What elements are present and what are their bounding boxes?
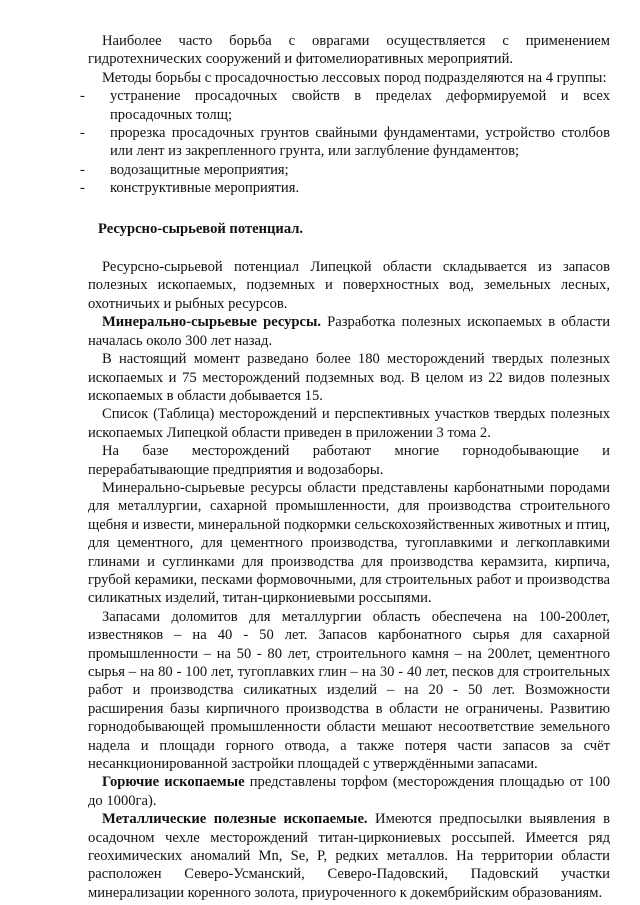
paragraph-deposits-list: Список (Таблица) месторождений и перспективных участков твердых полезных ископаемых Липецкой области приведен в приложении 3 тома 2. — [88, 406, 610, 441]
paragraph-loess-methods: Методы борьбы с просадочностью лессовых пород подразделяются на 4 группы: — [102, 69, 607, 86]
list-item: - устранение просадочных свойств в пределах деформируемой и всех просадочных толщ; — [88, 87, 610, 124]
mineral-resources-label: Минерально-сырьевые ресурсы. — [102, 314, 322, 331]
text-column — [88, 32, 610, 902]
list-item: - конструктивные мероприятия. — [88, 179, 610, 197]
fuel-minerals-text: представлены торфом (месторождения площадью от 100 до 1000га). — [88, 774, 611, 809]
paragraph-ravines: Наиболее часто борьба с оврагами осуществляется с применением гидротехнических сооружений и фитомелиоративных мероприятий. — [88, 33, 610, 68]
methods-list — [88, 87, 610, 197]
fuel-minerals-label: Горючие ископаемые — [102, 774, 245, 791]
paragraph-deposits-explored: В настоящий момент разведано более 180 месторождений твердых полезных ископаемых и 75 месторождений подземных вод. В целом из 22 видов полезных ископаемых в области добывается 15. — [88, 351, 610, 404]
section-heading: Ресурсно-сырьевой потенциал. — [98, 220, 304, 237]
paragraph-reserves: Запасами доломитов для металлургии область обеспечена на 100-200лет, известняков – на 40 - 50 лет. Запасов карбонатного сырья для сахарной промышленности – на 50 - 80 лет, строительного камня – на 200лет, цементного сырья – на 80 - 100 лет, тугоплавких глин – на 30 - 40 лет, песков для строительных работ и производства силикатных изделий – на 20 - 50 лет. Возможности расширения базы кирпичного производства в области не ограничены. Развитию горнодобывающей промышленности области мешают несоответствие земельного надела и площади горного отвода, а также потеря части запасов за счёт несанкционированной застройки площадей с утверждёнными запасами. — [88, 608, 610, 773]
mineral-resources-text: Разработка полезных ископаемых в области началась около 300 лет назад. — [88, 314, 611, 349]
list-item: - прорезка просадочных грунтов свайными фундаментами, устройство столбов или лент из закрепленного грунта, или заглубление фундаментов; — [88, 124, 610, 161]
metallic-minerals-label: Металлические полезные ископаемые. — [102, 811, 368, 828]
paragraph-resource-potential: Ресурсно-сырьевой потенциал Липецкой области складывается из запасов полезных ископаемых, подземных и поверхностных вод, земельных лесных, охотничьих и рыбных ресурсов. — [88, 259, 610, 312]
paragraph-fuel-minerals — [88, 773, 610, 810]
paragraph-mineral-resources — [88, 313, 610, 350]
list-item: - водозащитные мероприятия; — [88, 161, 610, 179]
metallic-minerals-text: Имеются предпосылки выявления в осадочном чехле месторождений титан-циркониевых россыпей. Имеется ряд геохимических аномалий Mn, Se, P, редких металлов. На территории области расположен Северо-Усманский, Северо-Падовский, Падовский участки минерализации коренного золота, приуроченного к докембрийским образованиям. — [88, 811, 610, 901]
paragraph-metallic-minerals — [88, 810, 610, 902]
paragraph-mineral-types: Минерально-сырьевые ресурсы области представлены карбонатными породами для металлургии, сахарной промышленности, для производства строительного щебня и извести, минеральной подкормки сельскохозяйственных животных и птиц, для цементного, для цементного производства, тугоплавкими и легкоплавкими глинами и суглинками для производства для производства керамзита, кирпича, грубой керамики, песками формовочными, для строительных работ и производства силикатных изделий, титан-циркониевыми россыпями. — [88, 479, 610, 607]
paragraph-enterprises: На базе месторождений работают многие горнодобывающие и перерабатывающие предприятия и водозаборы. — [88, 443, 610, 478]
